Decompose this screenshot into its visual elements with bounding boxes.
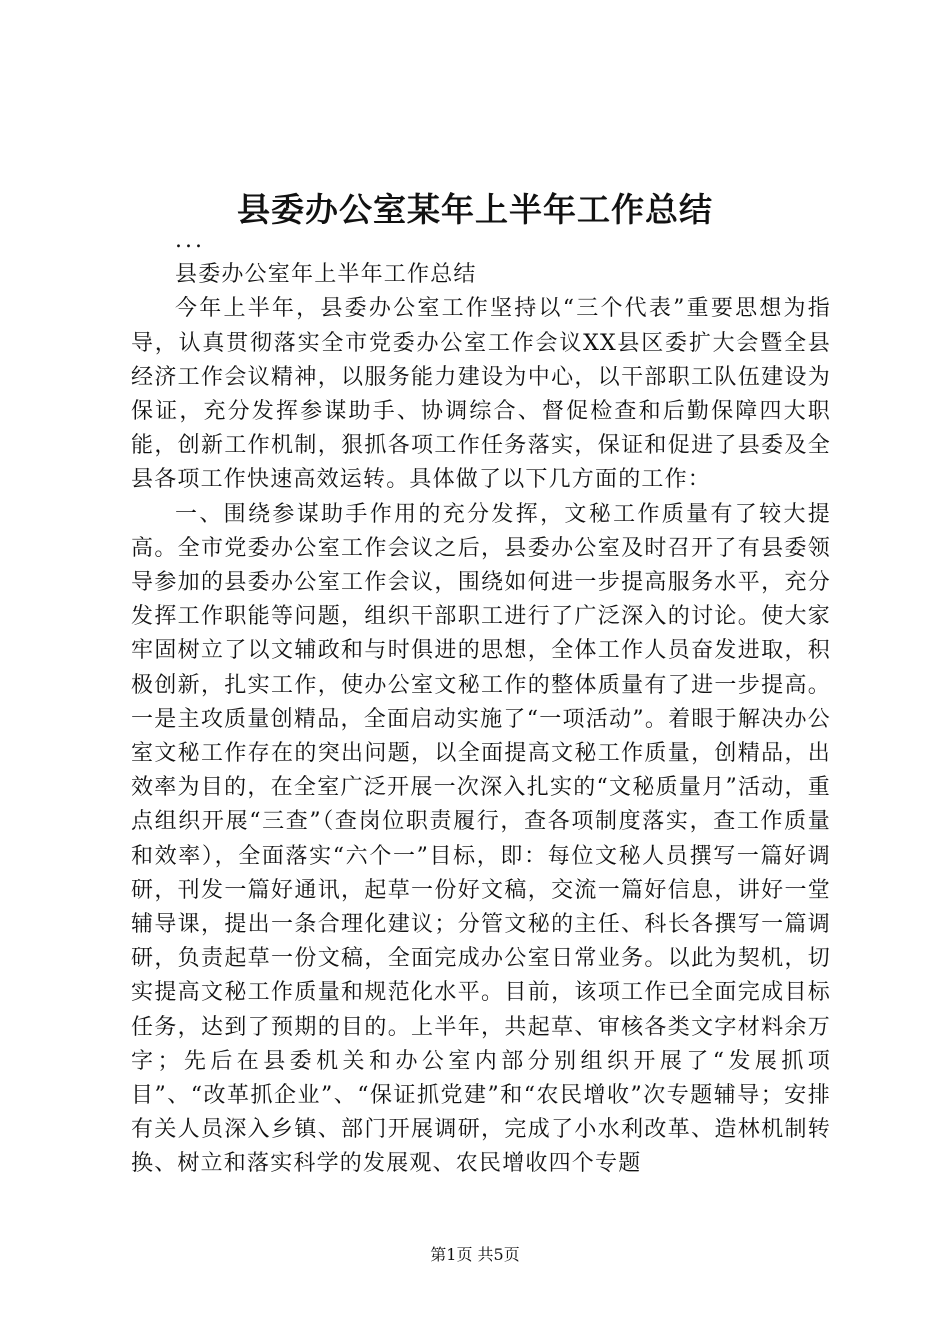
paragraph-1: 今年上半年，县委办公室工作坚持以“三个代表”重要思想为指导，认真贯彻落实全市党委办公室工作会议XX县区委扩大会暨全县经济工作会议精神，以服务能力建设为中心，以干部职工队伍建设为保证，充分发挥参谋助手、协调综合、督促检查和后勤保障四大职能，创新工作机制，狠抓各项工作任务落实，保证和促进了县委及全县各项工作快速高效运转。具体做了以下几方面的工作：: [131, 296, 831, 493]
page-number: 第1页 共5页: [430, 1245, 520, 1264]
document-title: 县委办公室某年上半年工作总结: [237, 190, 713, 229]
ellipsis-line: ...: [175, 228, 205, 253]
document-subtitle: 县委办公室年上半年工作总结: [175, 262, 477, 288]
paragraph-2: 一、围绕参谋助手作用的充分发挥，文秘工作质量有了较大提高。全市党委办公室工作会议之后，县委办公室及时召开了有县委领导参加的县委办公室工作会议，围绕如何进一步提高服务水平，充分发挥工作职能等问题，组织干部职工进行了广泛深入的讨论。使大家牢固树立了以文辅政和与时俱进的思想，全体工作人员奋发进取，积极创新，扎实工作，使办公室文秘工作的整体质量有了进一步提高。一是主攻质量创精品，全面启动实施了“一项活动”。着眼于解决办公室文秘工作存在的突出问题，以全面提高文秘工作质量，创精品，出效率为目的，在全室广泛开展一次深入扎实的“文秘质量月”活动，重点组织开展“三查”（查岗位职责履行，查各项制度落实，查工作质量和效率），全面落实“六个一”目标，即：每位文秘人员撰写一篇好调研，刊发一篇好通讯，起草一份好文稿，交流一篇好信息，讲好一堂辅导课，提出一条合理化建议；分管文秘的主任、科长各撰写一篇调研，负责起草一份文稿，全面完成办公室日常业务。以此为契机，切实提高文秘工作质量和规范化水平。目前，该项工作已全面完成目标任务，达到了预期的目的。上半年，共起草、审核各类文字材料余万字；先后在县委机关和办公室内部分别组织开展了“发展抓项目”、“改革抓企业”、“保证抓党建”和“农民增收”次专题辅导；安排有关人员深入乡镇、部门开展调研，完成了小水利改革、造林机制转换、树立和落实科学的发展观、农民增收四个专题: [131, 501, 831, 1177]
document-body: [131, 224, 831, 1182]
